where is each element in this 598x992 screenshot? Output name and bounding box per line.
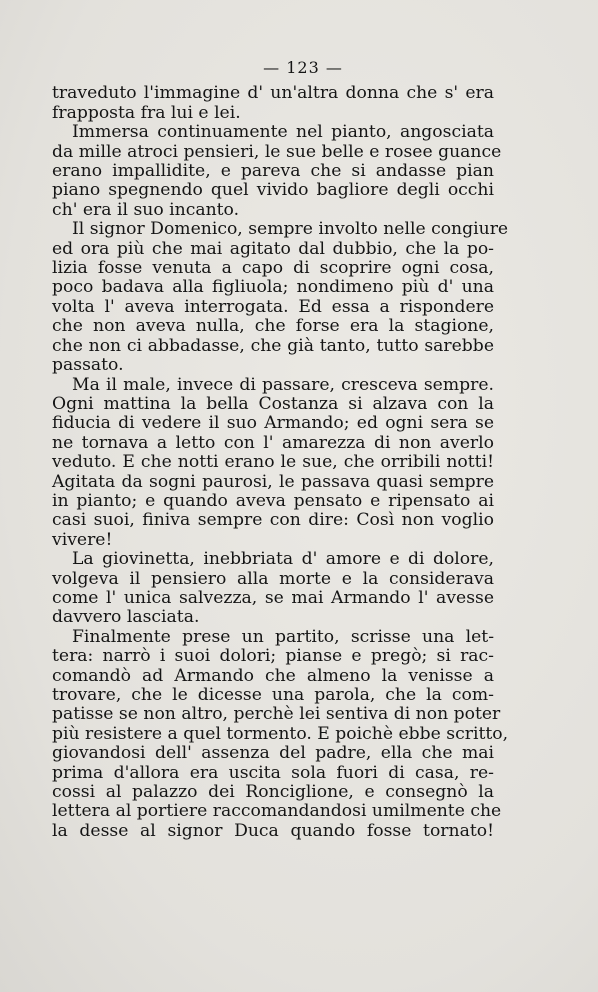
body-text: [52, 83, 509, 841]
text-line: ne tornava a letto con l' amarezza di non averlo: [52, 432, 494, 453]
text-line: Ogni mattina la bella Costanza si alzava con la: [52, 393, 494, 414]
text-line: volgeva il pensiero alla morte e la considerava: [52, 568, 494, 589]
text-line: la desse al signor Duca quando fosse tornato!: [52, 820, 494, 841]
text-line: Agitata da sogni paurosi, le passava quasi sempre: [52, 471, 494, 492]
text-line: tera: narrò i suoi dolori; pianse e pregò; si rac-: [52, 646, 494, 667]
text-line: veduto. E che notti erano le sue, che orribili notti!: [52, 452, 494, 473]
text-line: patisse se non altro, perchè lei sentiva di non poter: [52, 704, 501, 725]
text-line: passato.: [52, 355, 124, 376]
text-line: in pianto; e quando aveva pensato e ripensato ai: [52, 490, 494, 511]
text-line: erano impallidite, e pareva che si andasse pian: [52, 161, 494, 182]
text-line: vivere!: [52, 529, 113, 550]
text-line: comandò ad Armando che almeno la venisse a: [52, 665, 494, 686]
text-line: La giovinetta, inebbriata d' amore e di dolore,: [72, 549, 494, 570]
text-line: davvero lasciata.: [52, 607, 200, 628]
text-line: piano spegnendo quel vivido bagliore degli occhi: [52, 180, 494, 201]
text-line: poco badava alla figliuola; nondimeno più d' una: [52, 277, 494, 298]
text-line: traveduto l'immagine d' un'altra donna che s' era: [52, 83, 494, 104]
text-line: lizia fosse venuta a capo di scoprire ogni cosa,: [52, 258, 494, 279]
text-line: giovandosi dell' assenza del padre, ella che mai: [52, 743, 494, 764]
text-block: [52, 58, 509, 841]
text-line: Ma il male, invece di passare, cresceva sempre.: [72, 374, 494, 395]
text-line: da mille atroci pensieri, le sue belle e rosee guance: [52, 141, 502, 162]
text-line: fiducia di vedere il suo Armando; ed ogni sera se: [52, 413, 494, 434]
text-line: che non ci abbadasse, che già tanto, tutto sarebbe: [52, 335, 494, 356]
text-line: ed ora più che mai agitato dal dubbio, che la po-: [52, 238, 494, 259]
text-line: come l' unica salvezza, se mai Armando l' avesse: [52, 587, 494, 608]
page-number: — 123 —: [263, 58, 343, 77]
text-line: lettera al portiere raccomandandosi umilmente che: [52, 801, 502, 822]
text-line: trovare, che le dicesse una parola, che la com-: [52, 685, 494, 705]
text-line: più resistere a quel tormento. E poichè ebbe scritto,: [52, 723, 509, 744]
text-line: che non aveva nulla, che forse era la stagione,: [52, 316, 494, 337]
text-line: Immersa continuamente nel pianto, angosciata: [72, 122, 494, 143]
text-line: volta l' aveva interrogata. Ed essa a rispondere: [52, 296, 494, 317]
text-line: prima d'allora era uscita sola fuori di casa, re-: [52, 762, 494, 783]
text-line: frapposta fra lui e lei.: [52, 102, 241, 123]
text-line: Finalmente prese un partito, scrisse una let-: [72, 626, 494, 647]
text-line: ch' era il suo incanto.: [52, 199, 240, 220]
text-line: Il signor Domenico, sempre involto nelle congiure: [72, 219, 509, 240]
text-line: cossi al palazzo dei Ronciglione, e consegnò la: [52, 782, 494, 803]
text-line: casi suoi, finiva sempre con dire: Così non voglio: [52, 510, 494, 531]
